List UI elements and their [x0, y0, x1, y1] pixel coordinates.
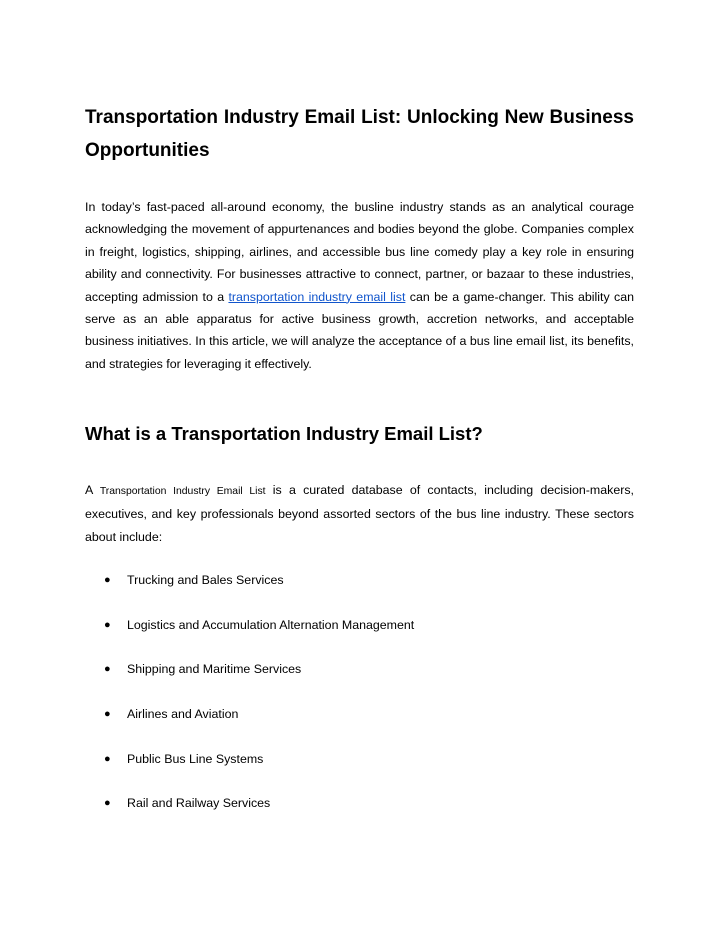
- section-paragraph-rest: is a curated database of contacts, including decision-makers, executives, and key professionals beyond assorted sectors of the bus line industry. These sectors about include:: [85, 483, 634, 544]
- bullet-icon: ●: [104, 797, 111, 810]
- bullet-icon: ●: [104, 752, 111, 765]
- intro-text-after-link: can be a game-changer. This ability can serve as an able apparatus for active business growth, accretion networks, and acceptable business initiatives. In this article, we will analyze the acceptance of a bus line email list, its benefits, and strategies for leveraging it effectively.: [85, 289, 634, 371]
- list-item-text: Rail and Railway Services: [127, 796, 271, 811]
- bullet-icon: ●: [104, 708, 111, 721]
- bullet-icon: ●: [104, 618, 111, 631]
- list-item-text: Logistics and Accumulation Alternation Management: [127, 617, 415, 632]
- list-item-text: Trucking and Bales Services: [127, 573, 284, 587]
- intro-paragraph: [85, 196, 634, 375]
- intro-text-before-link: In today’s fast-paced all-around economy, the busline industry stands as an analytical courage acknowledging the movement of appurtenances and bodies beyond the globe. Companies complex in freight, logistics, shipping, airlines, and accessible bus line comedy play a key role in ensuring ability and connectivity. For businesses attractive to connect, partner, or bazaar to these industries, accepting admission to a: [85, 200, 634, 304]
- section-paragraph-prefix: A: [85, 483, 100, 497]
- list-item-text: Airlines and Aviation: [127, 707, 239, 722]
- transportation-email-list-link[interactable]: transportation industry email list: [228, 289, 406, 304]
- list-item-text: Shipping and Maritime Services: [127, 662, 302, 677]
- article-title: Transportation Industry Email List: Unlocking New Business Opportunities: [85, 107, 634, 161]
- section-heading: What is a Transportation Industry Email List?: [85, 423, 483, 444]
- list-item-text: Public Bus Line Systems: [127, 751, 264, 766]
- bullet-icon: ●: [104, 663, 111, 676]
- bullet-icon: ●: [104, 574, 111, 586]
- section-paragraph-term: Transportation Industry Email List: [99, 486, 266, 497]
- section-paragraph: [85, 479, 634, 548]
